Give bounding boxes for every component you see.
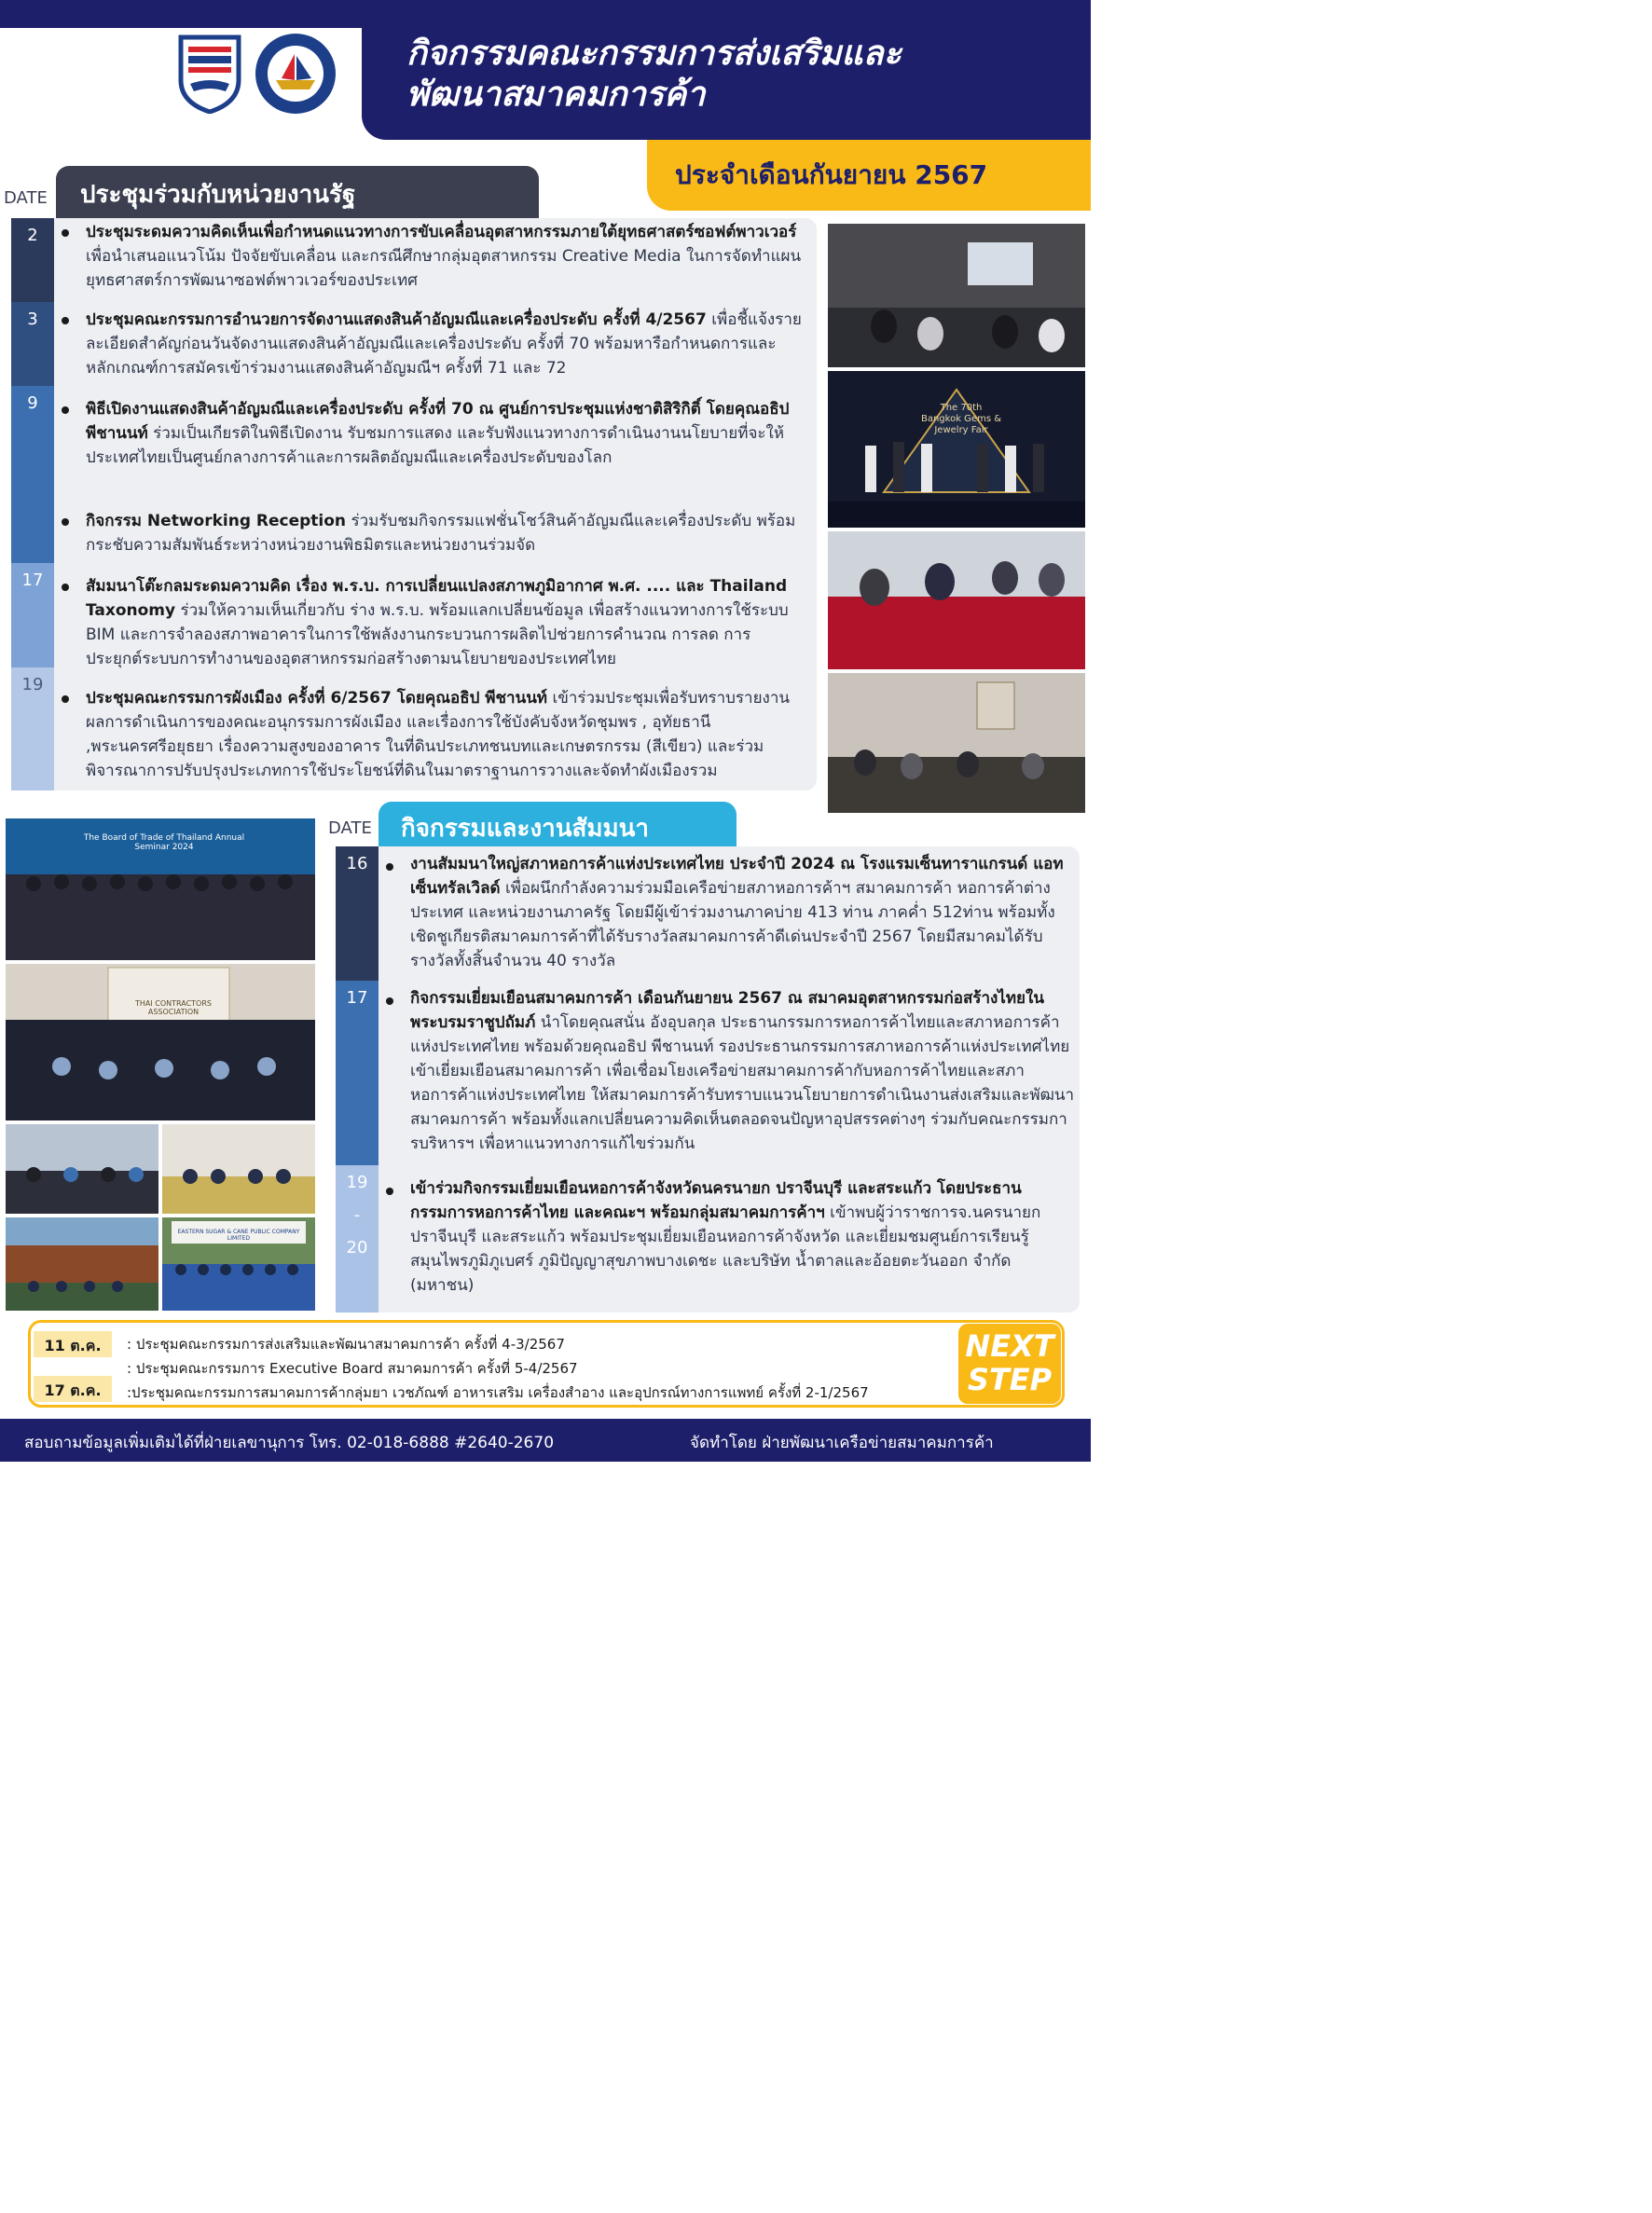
bullet <box>62 695 69 703</box>
section2-title: กิจกรรมและงานสัมมนา <box>379 802 737 850</box>
date-separator: - <box>353 1205 361 1225</box>
page-title <box>406 34 1078 116</box>
page-title-line2: พัฒนาสมาคมการค้า <box>406 76 706 114</box>
section2-item-3 <box>410 1176 1076 1298</box>
gems-fair-caption: The 70th Bangkok Gems & Jewelry Fair <box>920 403 1002 435</box>
section1-date-2: 2 <box>11 218 54 302</box>
provincial-visit-photo <box>162 1124 315 1214</box>
footer <box>0 1419 1091 1462</box>
herbal-center-photo <box>6 1217 158 1311</box>
bullet <box>62 584 69 591</box>
item-headline: ประชุมคณะกรรมการผังเมือง ครั้งที่ 6/2567 โดยคุณอธิป พีชานนท์ <box>86 689 548 708</box>
item-text: ร่วมเป็นเกียรติในพิธีเปิดงาน รับชมการแสดง และรับฟังแนวทางการดำเนินงานนโยบายที่จะให้ประเทศไทยเป็นศูนย์กลางการค้าและการผลิตอัญมณีและเครื่องประดับของโลก <box>86 424 785 467</box>
item-text: เพื่อผนึกกำลังความร่วมมือเครือข่ายสภาหอการค้าฯ สมาคมการค้า หอการค้าต่างประเทศ และหน่วยงานภาครัฐ โดยมีผู้เข้าร่วมงานภาคบ่าย 413 ท่าน ภาคค่ำ 512ท่าน พร้อมทั้งเชิดชูเกียรติสมาคมการค้าที่ได้รับรางวัลสมาคมการค้าดีเด่นประจำปี 2567 โดยมีสมาคมได้รับรางวัลทั้งสิ้นจำนวน 40 รางวัล <box>410 879 1055 970</box>
item-headline: กิจกรรม Networking Reception <box>86 512 347 530</box>
section1-item-5 <box>86 574 804 671</box>
bullet <box>386 1188 393 1195</box>
next-step-badge-line2: STEP <box>967 1362 1053 1397</box>
next-item-1: : ประชุมคณะกรรมการส่งเสริมและพัฒนาสมาคมการค้า ครั้งที่ 4-3/2567 <box>127 1336 565 1353</box>
section1-item-3 <box>86 397 804 470</box>
next-item-3: :ประชุมคณะกรรมการสมาคมการค้ากลุ่มยา เวชภัณฑ์ อาหารเสริม เครื่องสำอาง และอุปกรณ์ทางการแพทย์ ครั้งที่ 2-1/2567 <box>127 1384 869 1401</box>
city-planning-meeting-photo <box>828 673 1085 813</box>
section1-item-1 <box>86 220 804 293</box>
contractors-caption: THAI CONTRACTORS ASSOCIATION <box>134 999 212 1016</box>
section1-date-19: 19 <box>11 667 54 790</box>
annual-seminar-caption: The Board of Trade of Thailand Annual Seminar 2024 <box>83 833 245 852</box>
item-text: เข้าพบผู้ว่าราชการจ.นครนายก ปราจีนบุรี และสระแก้ว พร้อมประชุมเยี่ยมเยือนหอการค้าจังหวัด และเยี่ยมชมศูนย์การเรียนรู้สมุนไพรภูมิภูเบศร์ ภูมิปัญญาสุขภาพบางเดชะ และบริษัท น้ำตาลและอ้อยตะวันออก จำกัด (มหาชน) <box>410 1203 1041 1295</box>
month-prefix: ประจำเดือน <box>675 159 809 190</box>
annual-seminar-photo <box>6 818 315 960</box>
provincial-meeting-photo <box>6 1124 158 1214</box>
thai-chamber-of-commerce-logo <box>173 32 246 114</box>
section1-title: ประชุมร่วมกับหน่วยงานรัฐ <box>56 166 539 218</box>
section2-date-19-20 <box>336 1165 379 1313</box>
page-title-line1: กิจกรรมคณะกรรมการส่งเสริมและ <box>406 34 902 73</box>
section2-item-2 <box>410 986 1076 1156</box>
section2-item-1 <box>410 852 1076 973</box>
next-date-2: 17 ต.ค. <box>34 1376 112 1402</box>
footer-contact: สอบถามข้อมูลเพิ่มเติมได้ที่ฝ่ายเลขานุการ โทร. 02-018-6888 #2640-2670 <box>24 1434 555 1452</box>
next-step-badge-line1: NEXT <box>965 1328 1054 1364</box>
roundtable-seminar-photo <box>828 531 1085 669</box>
bullet <box>62 518 69 526</box>
item-headline: ประชุมคณะกรรมการอำนวยการจัดงานแสดงสินค้าอัญมณีและเครื่องประดับ ครั้งที่ 4/2567 <box>86 310 707 329</box>
gems-fair-photo <box>828 371 1085 528</box>
section2-date-17: 17 <box>336 981 379 1165</box>
sugar-company-photo <box>162 1217 315 1311</box>
month-label <box>675 155 987 196</box>
bullet <box>62 317 69 324</box>
item-text: เพื่อชี้แจ้งรายละเอียดสำคัญก่อนวันจัดงานแสดงสินค้าอัญมณีและเครื่องประดับ ครั้งที่ 70 พร้อมหารือกำหนดการและหลักเกณฑ์การสมัครเข้าร่วมงานแสดงสินค้าอัญมณีฯ ครั้งที่ 71 และ 72 <box>86 310 802 378</box>
bullet <box>62 406 69 414</box>
board-of-trade-logo <box>254 32 337 116</box>
section1-date-3: 3 <box>11 302 54 386</box>
bullet <box>62 229 69 237</box>
next-item-2: : ประชุมคณะกรรมการ Executive Board สมาคมการค้า ครั้งที่ 5-4/2567 <box>127 1360 578 1377</box>
next-step-badge <box>958 1324 1061 1404</box>
section1-item-6 <box>86 686 804 783</box>
item-headline: เข้าร่วมกิจกรรมเยี่ยมเยือนหอการค้าจังหวัดนครนายก ปราจีนบุรี และสระแก้ว โดยประธานกรรมการหอการค้าไทย และคณะฯ พร้อมกลุ่มสมาคมการค้าฯ <box>410 1179 1022 1222</box>
item-headline: ประชุมระดมความคิดเห็นเพื่อกำหนดแนวทางการขับเคลื่อนอุตสาหกรรมภายใต้ยุทธศาสตร์ซอฟต์พาวเวอร์ <box>86 223 797 241</box>
bullet <box>386 863 393 871</box>
bullet <box>386 997 393 1005</box>
item-text: เข้าร่วมประชุมเพื่อรับทราบรายงานผลการดำเนินการของคณะอนุกรรมการผังเมือง และเรื่องการใช้บังคับจังหวัดชุมพร , อุทัยธานี ,พระนครศรีอยุธยา เรื่องความสูงของอาคาร ในที่ดินประเภทชนบทและเกษตรกรรม (สีเขียว) และร่วมพิจารณาการปรับปรุงประเภทการใช้ประโยชน์ที่ดินในมาตราฐานการวางและจัดทำผังเมืองรวม <box>86 689 791 780</box>
footer-credit: จัดทำโดย ฝ่ายพัฒนาเครือข่ายสมาคมการค้า <box>690 1434 994 1452</box>
next-date-1: 11 ต.ค. <box>34 1331 112 1357</box>
date-start: 19 <box>346 1173 368 1192</box>
month-value: กันยายน 2567 <box>808 159 988 190</box>
date-end: 20 <box>346 1238 368 1258</box>
item-headline: กิจกรรมเยี่ยมเยือนสมาคมการค้า เดือนกันยายน 2567 ณ สมาคมอุตสาหกรรมก่อสร้างไทยในพระบรมราชูปถัมภ์ <box>410 989 1044 1032</box>
item-headline: งานสัมมนาใหญ่สภาหอการค้าแห่งประเทศไทย ประจำปี 2024 ณ โรงแรมเซ็นทาราแกรนด์ แอท เซ็นทรัลเวิลด์ <box>410 855 1064 898</box>
section1-item-2 <box>86 308 804 380</box>
contractors-association-photo <box>6 964 315 1120</box>
section1-item-4 <box>86 509 804 557</box>
item-text: นำโดยคุณสนั่น อังอุบลกุล ประธานกรรมการหอการค้าไทยและสภาหอการค้าแห่งประเทศไทย พร้อมด้วยคุณอธิป พีชานนท์ รองประธานกรรมการสภาหอการค้าแห่งประเทศไทย เข้าเยี่ยมเยือนสมาคมการค้า เพื่อเชื่อมโยงเครือข่ายสมาคมการค้ากับหอการค้าไทยและสภาหอการค้าแห่งประเทศไทย ให้สมาคมการค้ารับทราบแนวนโยบายการดำเนินงานส่งเสริมและพัฒนาสมาคมการค้า พร้อมทั้งแลกเปลี่ยนความคิดเห็นตลอดจนปัญหาอุปสรรคต่างๆ ร่วมกับคณะกรรมการบริหารฯ เพื่อหาแนวทางการแก้ไขร่วมกัน <box>410 1013 1075 1153</box>
section1-date-17: 17 <box>11 563 54 667</box>
section2-date-label: DATE <box>328 818 372 838</box>
item-headline: พิธีเปิดงานแสดงสินค้าอัญมณีและเครื่องประดับ ครั้งที่ 70 ณ ศูนย์การประชุมแห่งชาติสิริกิติ์ โดยคุณอธิป พีชานนท์ <box>86 400 790 443</box>
sugar-company-caption: EASTERN SUGAR & CANE PUBLIC COMPANY LIMITED <box>177 1229 300 1242</box>
section1-date-9: 9 <box>11 386 54 563</box>
section1-date-label: DATE <box>4 188 48 208</box>
item-text: ร่วมให้ความเห็นเกี่ยวกับ ร่าง พ.ร.บ. พร้อมแลกเปลี่ยนข้อมูล เพื่อสร้างแนวทางการใช้ระบบ BIM และการจำลองสภาพอาคารในการใช้พลังงานกระบวนการผลิตไปช่วยการคำนวณ การลด การประยุกต์ระบบการทำงานของอุตสาหกรรมก่อสร้างตามนโยบายของประเทศไทย <box>86 601 789 668</box>
item-headline: สัมมนาโต๊ะกลมระดมความคิด เรื่อง พ.ร.บ. การเปลี่ยนแปลงสภาพภูมิอากาศ พ.ศ. .... และ Thailand Taxonomy <box>86 577 788 620</box>
meeting-room-photo <box>828 224 1085 367</box>
item-text: ร่วมรับชมกิจกรรมแฟชั่นโชว์สินค้าอัญมณีและเครื่องประดับ พร้อมกระชับความสัมพันธ์ระหว่างหน่วยงานพิธมิตรและหน่วยงานร่วมจัด <box>86 512 796 555</box>
item-text: เพื่อนำเสนอแนวโน้ม ปัจจัยขับเคลื่อน และกรณีศึกษากลุ่มอุตสาหกรรม Creative Media ในการจัดทำแผนยุทธศาสตร์การพัฒนาซอฟต์พาวเวอร์ของประเทศ <box>86 247 802 290</box>
section2-date-16: 16 <box>336 846 379 981</box>
